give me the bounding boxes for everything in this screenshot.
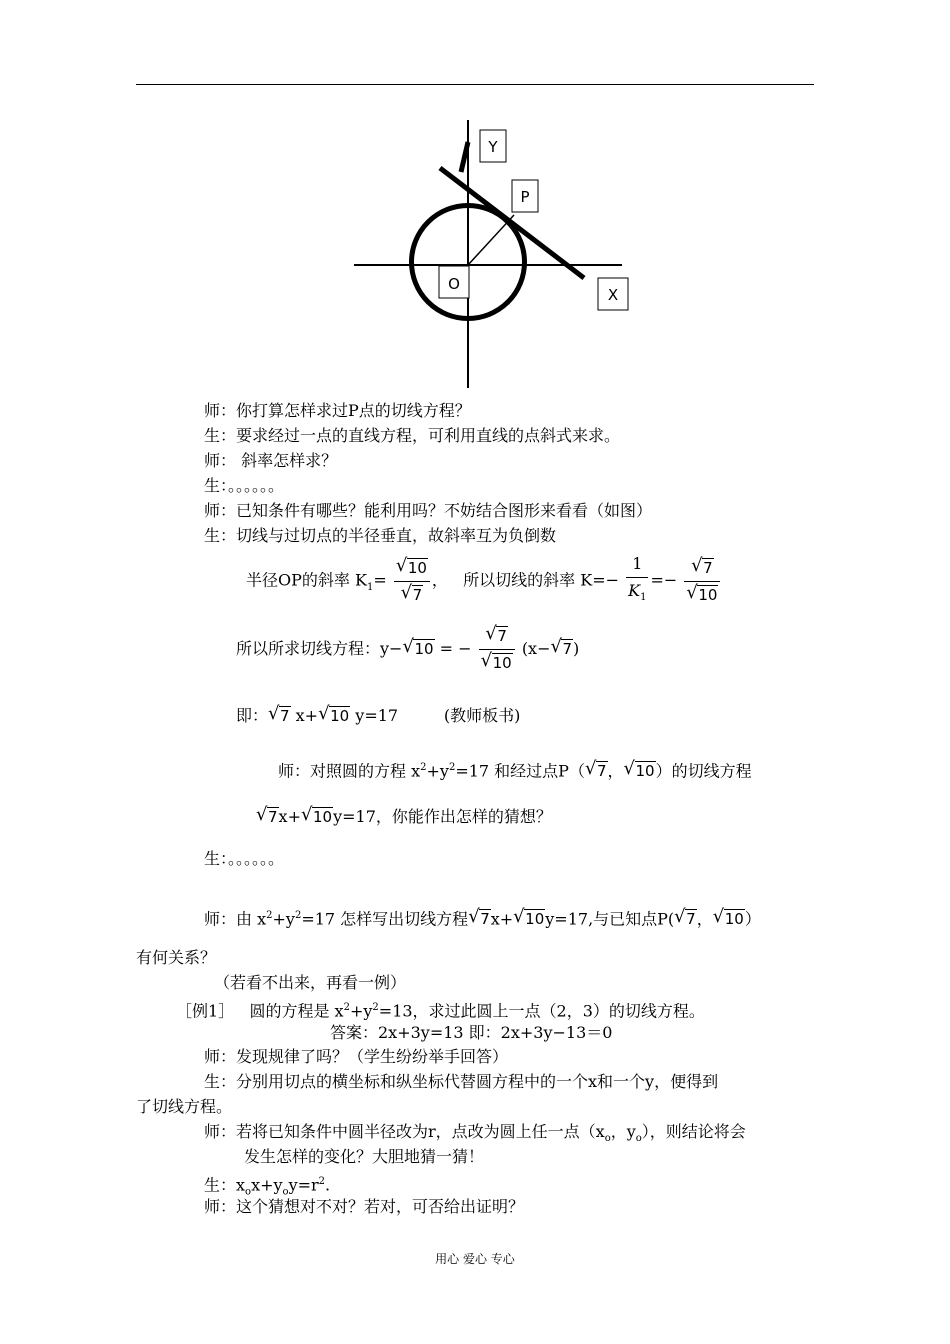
page-footer: 用心 爱心 专心 — [435, 1252, 515, 1266]
line-teacher-1: 师：你打算怎样求过P点的切线方程？ — [204, 401, 471, 420]
header-rule — [136, 84, 814, 85]
label-x: X — [607, 286, 619, 304]
line-guess: √ 7x+√ 10y=17，你能作出怎样的猜想？ — [256, 806, 552, 828]
line-student-rule: 生：分别用切点的横坐标和纵坐标代替圆方程中的一个x和一个y，便得到 — [204, 1072, 719, 1091]
slope-sub: 1 — [366, 581, 374, 593]
line-teacher-3: 师：已知条件有哪些？能利用吗？不妨结合图形来看看（如图） — [204, 501, 653, 520]
tangent-equation: 所以所求切线方程：y−√ 10 = − √ 7 √ 10 (x−√ 7) — [236, 624, 579, 675]
line-relation-cont: 有何关系？ — [136, 948, 217, 967]
neg-reciprocal-fraction: $\frac{1}{K_1}$ — [628, 554, 647, 604]
result-equation: 即：√ 7 x+√ 10 y=17 (教师板书) — [236, 705, 520, 727]
line-student-1: 生：要求经过一点的直线方程，可利用直线的点斜式来求。 — [204, 426, 621, 445]
line-student-dots: 生：。。。。。。 — [204, 476, 285, 495]
line-student-rule-cont: 了切线方程。 — [136, 1097, 233, 1116]
line-teacher-general: 师：若将已知条件中圆半径改为r，点改为圆上任一点（$x_o$，$y_o$），则结论将会 — [204, 1122, 746, 1145]
slope-equation: 半径OP的斜率 $K_1=$ √ 10 √ 7 ， 所以切线的斜率 K=− $\frac{1}{K_1}$ =− √ 7 √ 10 — [246, 552, 722, 610]
slope-prefix: 半径OP的斜率 K — [246, 570, 367, 590]
line-answer: 答案：2x+3y=13 即：2x+3y−13＝0 — [330, 1023, 613, 1042]
line-teacher-rule: 师：发现规律了吗？（学生纷纷举手回答） — [204, 1047, 509, 1066]
tangent-slope-fraction: √ 7 √ 10 — [684, 556, 720, 607]
line-teacher-relation: 师：由 $x^2+y^2=17$ 怎样写出切线方程√ 7x+√ 10y=17,与已知点P(√ 7，√ 10） — [204, 905, 761, 930]
line-teacher-last: 师：这个猜想对不对？若对，可否给出证明？ — [204, 1197, 525, 1216]
line-teacher-general-cont: 发生怎样的变化？大胆地猜一猜！ — [244, 1147, 485, 1166]
line-hint: （若看不出来，再看一例） — [214, 973, 407, 992]
slope-k1-fraction: √ 10 √ 7 — [394, 556, 430, 607]
line-student-dots-2: 生：。。。。。。 — [204, 849, 285, 868]
line-student-general: 生：$x_ox+y_oy=r^2$. — [204, 1175, 331, 1198]
circle-tangent-diagram — [340, 120, 640, 395]
line-teacher-compare: 师：对照圆的方程 $x^2+y^2=17$ 和经过点P（√ 7，√ 10）的切线方程 — [278, 757, 752, 782]
slope-mid: 所以切线的斜率 K=− — [463, 570, 620, 590]
label-o: O — [448, 275, 460, 293]
line-example: ［例1］ 圆的方程是 $x^2+y^2=13$，求过此圆上一点（2，3）的切线方程。 — [176, 1001, 705, 1021]
line-teacher-2: 师： 斜率怎样求？ — [204, 451, 338, 470]
label-p: P — [520, 188, 530, 206]
label-y: Y — [488, 138, 498, 156]
line-student-2: 生：切线与过切点的半径垂直，故斜率互为负倒数 — [204, 526, 557, 545]
